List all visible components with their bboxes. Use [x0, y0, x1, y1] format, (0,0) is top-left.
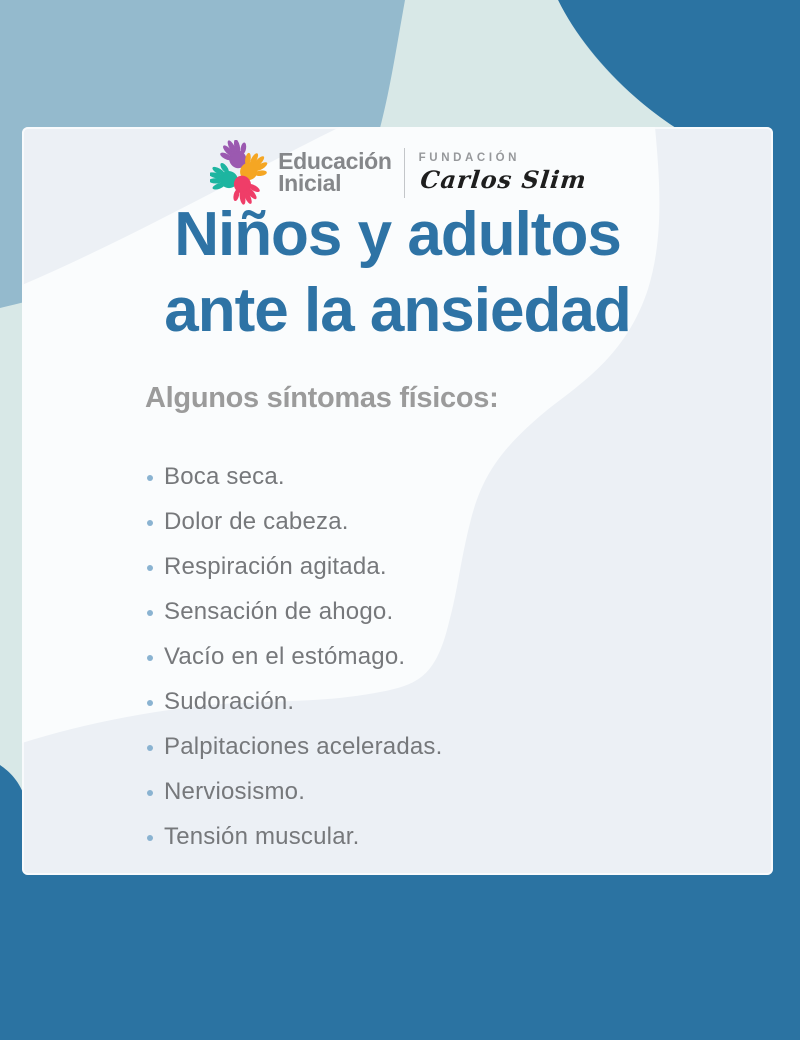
- content-card: [22, 127, 773, 875]
- page-title-line1: Niños y adultos: [174, 200, 621, 269]
- symptom-text: Palpitaciones aceleradas.: [164, 732, 443, 760]
- page-title: [22, 197, 773, 348]
- bullet-dot-icon: [147, 745, 153, 751]
- symptom-list-item: [147, 634, 443, 679]
- section-subtitle: Algunos síntomas físicos:: [145, 382, 499, 414]
- bullet-dot-icon: [147, 565, 153, 571]
- symptom-text: Sensación de ahogo.: [164, 597, 394, 625]
- bullet-dot-icon: [147, 835, 153, 841]
- page-title-line2: ante la ansiedad: [164, 275, 631, 345]
- symptom-text: Vacío en el estómago.: [164, 642, 406, 670]
- symptom-list-item: [147, 544, 443, 589]
- symptom-text: Boca seca.: [164, 462, 285, 490]
- symptom-list: [147, 454, 443, 859]
- symptom-text: Nerviosismo.: [164, 777, 306, 805]
- symptom-list-item: [147, 814, 443, 859]
- symptom-text: Sudoración.: [164, 687, 295, 715]
- bullet-dot-icon: [147, 790, 153, 796]
- bullet-dot-icon: [147, 610, 153, 616]
- symptom-list-item: [147, 679, 443, 724]
- brand-name-line1: Educación: [278, 148, 392, 175]
- bullet-dot-icon: [147, 520, 153, 526]
- symptom-list-item: [147, 769, 443, 814]
- brand-name-line2: Inicial: [278, 170, 342, 196]
- foundation-signature: Carlos Slim: [418, 165, 588, 194]
- foundation-label: FUNDACIÓN: [418, 152, 521, 164]
- symptom-text: Dolor de cabeza.: [164, 507, 349, 535]
- symptom-list-item: [147, 454, 443, 499]
- bullet-dot-icon: [147, 655, 153, 661]
- logo-divider: [404, 148, 405, 198]
- symptom-text: Tensión muscular.: [164, 822, 360, 850]
- brand-name: [278, 148, 392, 196]
- symptom-list-item: [147, 724, 443, 769]
- bullet-dot-icon: [147, 700, 153, 706]
- symptom-list-item: [147, 589, 443, 634]
- symptom-list-item: [147, 499, 443, 544]
- symptom-text: Respiración agitada.: [164, 552, 387, 580]
- bullet-dot-icon: [147, 475, 153, 481]
- foundation-lockup: [418, 152, 588, 194]
